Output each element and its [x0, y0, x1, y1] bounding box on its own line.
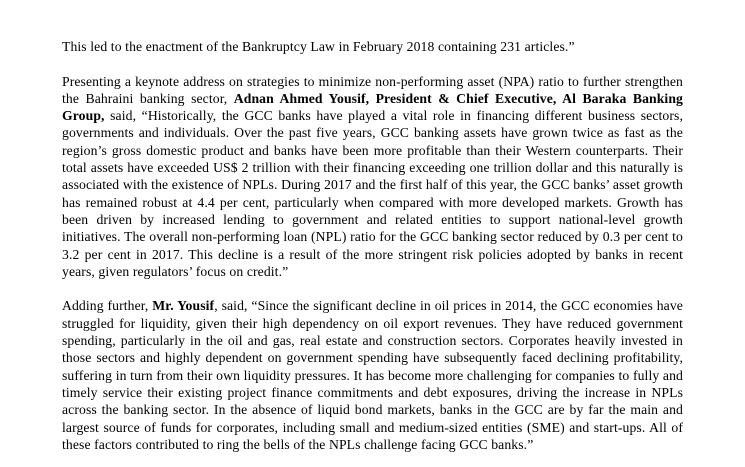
document-body — [62, 38, 683, 467]
text-segment: said, “Historically, the GCC banks have played a vital role in financing different business sectors, governments and individuals. Over the past five years, GCC banking assets have grown twice as fast as the region’s gross domestic product and banks have been more profitable than their Western counterparts. Their total assets have exceeded US$ 2 trillion with their financing exceeding one trillion dollar and this naturally is associated with the existence of NPLs. During 2017 and the first half of this year, the GCC banks’ asset growth has remained robust at 4.4 per cent, particularly when compared with more developed markets. Growth has been driven by increased lending to government and related entities to support national-level growth initiatives. The overall non-performing loan (NPL) ratio for the GCC banking sector reduced by 0.3 per cent to 3.2 per cent in 2017. This decline is a result of the more stringent risk policies adopted by banks in recent years, given regulators’ focus on credit.” — [62, 108, 683, 279]
text-segment: Presenting a keynote address on strategies to minimize non-performing asset (NPA) ratio to further strengthen the Bahraini banking sector, — [62, 73, 683, 106]
text-segment: , said, “Since the significant decline in oil prices in 2014, the GCC economies have struggled for liquidity, given their high dependency on oil export revenues. They have reduced government spending, particularly in the oil and gas, real estate and construction sectors. Corporates heavily invested in those sectors and highly dependent on government spending have subsequently faced declining profitability, suffering in turn from their own liquidity pressures. It has become more challenging for companies to fully and timely service their existing project finance commitments and debt exposures, driving the increase in NPLs across the banking sector. In the absence of liquid bond markets, banks in the GCC are by far the main and largest source of funds for corporates, including small and medium-sized entities (SME) and start-ups. All of these factors contributed to ring the bells of the NPLs challenge facing GCC banks.” — [62, 298, 683, 452]
paragraph-adding-further — [62, 297, 683, 453]
text-segment: This led to the enactment of the Bankruptcy Law in February 2018 containing 231 articles.” — [62, 39, 575, 54]
text-segment: Adding further, — [62, 298, 153, 314]
bold-text-segment: Adnan Ahmed Yousif, President & Chief Executive, Al Baraka Banking Group, — [62, 90, 683, 124]
paragraph-bankruptcy-law — [62, 38, 683, 55]
paragraph-keynote-yousif — [62, 73, 683, 281]
bold-text-segment: Mr. Yousif — [152, 298, 215, 314]
